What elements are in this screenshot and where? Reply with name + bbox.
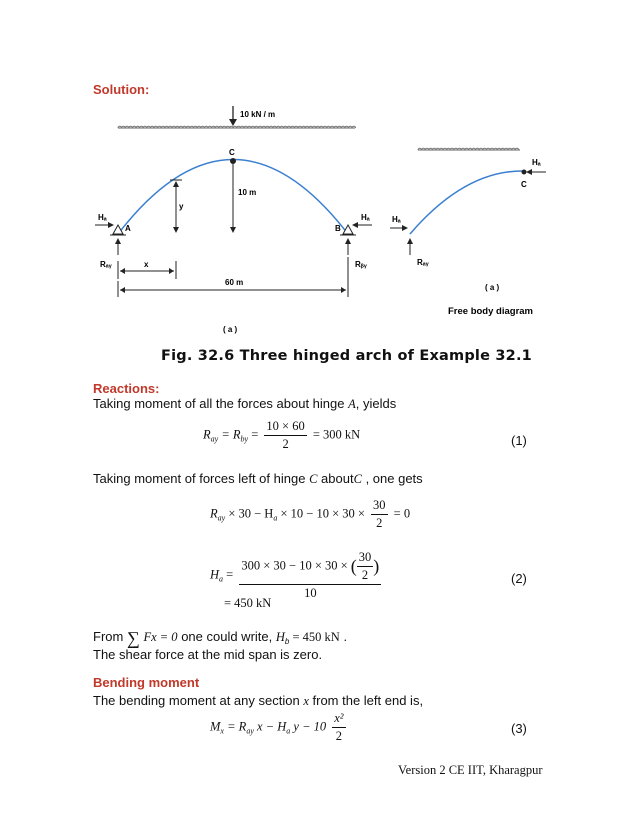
fbd-ha-arrow [390,225,408,231]
figure-caption: Fig. 32.6 Three hinged arch of Example 32.1 [161,348,532,364]
eq3-lhs: H [210,567,220,582]
text2-b: about [321,471,354,486]
eq-m-fraction [332,711,345,744]
eq2-fraction [371,498,388,531]
reactions-heading: Reactions: [93,381,160,396]
text2-a: Taking moment of forces left of hinge [93,471,306,486]
reactions-text-2 [93,471,423,487]
bending-text-a: The bending moment at any section [93,693,300,708]
eq-m-mid2: x − H [253,719,287,734]
eq-m-mid: = R [223,719,247,734]
fbd-hc-arrow [526,169,546,175]
y-label: y [179,202,184,211]
reactions-intro [93,396,396,412]
eq3-number: (3) [511,721,527,736]
eq2-sub2: a [273,513,278,523]
shear-text: The shear force at the mid span is zero. [93,647,323,662]
fbd-curve [410,171,524,234]
load-label: 10 kN / m [240,110,276,119]
ha-arrow [95,222,114,228]
eq3-result: = 450 kN [224,596,272,610]
eq-m-sub: x [220,726,224,736]
rise-label: 10 m [238,188,257,197]
eq3-den: 10 [304,586,317,600]
hinge-c [230,158,236,164]
from-text2: one could write, [181,629,273,644]
sum-symbol: ∑ [126,628,140,648]
eq-m-sub3: a [286,726,291,736]
fbd-hinge-c [522,170,527,175]
eq3-rparen: ) [373,556,380,576]
eq2-den: 2 [376,516,383,530]
equation-1: $R_{ay} = R_{by}$ = $\frac{10 \times 60}{2}$ = 300 kN [203,419,361,451]
hinge-a-var: A [348,397,356,411]
bending-text-b: from the left end is, [312,693,424,708]
eq3-numerator [239,550,381,585]
eq2-mid: × 30 − H [225,506,274,521]
support-b-label: B [335,224,341,233]
hb-expr-val: = 450 kN [289,630,340,644]
eq2-tail: × 10 − 10 × 30 × [277,506,365,521]
hb-arrow [352,222,372,228]
eq-m-sub2: ay [246,726,254,736]
ha-label: Hₐ [98,213,107,222]
span-label: 60 m [225,278,244,287]
eq3-lparen: ( [350,556,357,576]
page-footer: Version 2 CE IIT, Kharagpur [398,763,543,777]
arch-figure [80,95,560,375]
equation-moment [210,498,410,531]
eq2-sub: ay [217,513,226,523]
from-text: From [93,629,124,644]
ray-arrow [115,238,121,255]
distributed-load [118,126,356,128]
fbd-ha-label: Hₐ [392,215,401,224]
from-end: . [343,629,348,644]
eq1-lhs: R [203,427,211,442]
eq3-equals: = [226,567,234,582]
eq1-num: 10 × 60 [264,419,306,436]
hb-label: Hₐ [361,213,370,222]
fbd-load [418,148,520,150]
hb-expr-sub: b [284,637,290,646]
eq1-fraction [264,419,306,452]
eq3-in-den: 2 [361,568,369,582]
eq3-in-num: 30 [357,550,374,567]
text2-var2: C [353,472,362,486]
eq1-mid: = R [218,427,241,442]
support-a-label: A [125,224,131,233]
bending-heading: Bending moment [93,675,200,690]
fbd-c-label: C [521,180,527,189]
eq1-sub1: ay [210,434,219,444]
eq1-number: (1) [511,433,527,448]
load-arrow [229,106,237,126]
eq2-rhs: = 0 [393,506,411,521]
equation-2 [210,550,384,601]
eq-m-num: x² [332,711,345,728]
reactions-intro-text: Taking moment of all the forces about hinge [93,396,345,411]
eq-m-den: 2 [335,729,343,743]
eq1-den: 2 [282,437,289,451]
x-label: x [144,260,149,269]
eq3-inner-fraction [357,550,374,583]
eq1-rhs: = 300 kN [312,427,361,442]
bending-text-var: x [303,694,309,708]
eq2-number: (2) [511,571,527,586]
equation-3 [210,711,349,744]
eq-m-lhs: M [210,719,221,734]
from-expr: Fx = 0 [143,630,178,644]
fbd-part-label: ( a ) [485,283,500,292]
text2-c: , one gets [365,471,423,486]
reactions-intro-tail: , yields [355,396,397,411]
hb-expr-h: H [275,630,285,644]
eq-m-mid3: y − 10 [290,719,327,734]
eq2-num: 30 [371,498,388,515]
solution-heading: Solution: [93,82,150,97]
eq3-num: 300 × 30 − 10 × 30 × [241,558,348,573]
eq3-sub: a [219,574,224,584]
eq1-sub2: by [240,434,249,444]
part-a-label: ( a ) [223,325,238,334]
fbd-title: Free body diagram [448,306,533,317]
eq2-lhs: R [210,506,218,521]
rby-arrow [345,238,351,255]
apex-label: C [229,148,235,157]
text2-var1: C [309,472,318,486]
fbd-ray-arrow [407,238,413,255]
from-line [93,628,347,649]
fbd-hc-label: Hₐ [532,158,541,167]
bending-text [93,693,423,709]
eq3-fraction [239,550,381,601]
fbd-ray-label: Rₐᵧ [417,258,429,267]
ray-label: Rₐᵧ [100,260,112,269]
rby-label: Rᵦᵧ [355,260,367,269]
